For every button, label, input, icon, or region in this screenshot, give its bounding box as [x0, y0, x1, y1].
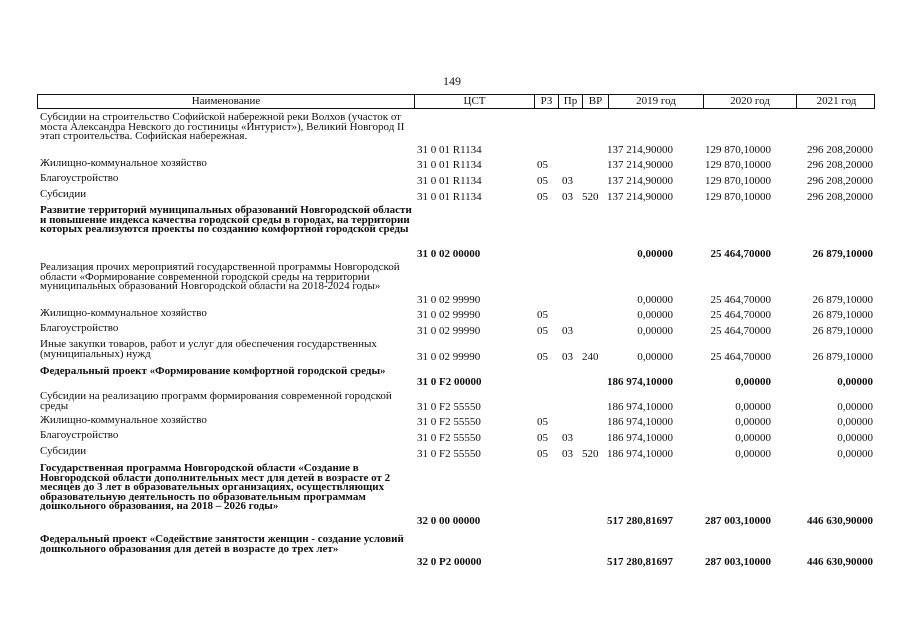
- row-cst: 31 0 F2 55550: [417, 432, 481, 444]
- table-row: [37, 535, 875, 569]
- header-2021: 2021 год: [796, 95, 876, 108]
- header-name: Наименование: [191, 95, 261, 107]
- row-2021: 26 879,10000: [812, 325, 873, 337]
- table-row: [37, 414, 875, 429]
- row-cst: 31 0 02 99990: [417, 325, 481, 337]
- header-pr: Пр: [558, 95, 582, 108]
- table-row: [37, 367, 875, 389]
- row-cst: 31 0 02 99990: [417, 294, 481, 306]
- table-row: [37, 307, 875, 322]
- row-2019: 0,00000: [637, 309, 673, 321]
- row-2021: 446 630,90000: [807, 556, 873, 568]
- row-2020: 0,00000: [735, 401, 771, 413]
- row-cst: 31 0 F2 00000: [417, 376, 482, 388]
- row-2021: 296 208,20000: [807, 159, 873, 171]
- table-row: [37, 206, 875, 261]
- row-rz: 05: [537, 448, 548, 460]
- row-2021: 446 630,90000: [807, 515, 873, 527]
- row-2019: 0,00000: [637, 351, 673, 363]
- row-2019: 186 974,10000: [607, 401, 673, 413]
- row-pr: 03: [562, 175, 573, 187]
- row-2019: 0,00000: [637, 294, 673, 306]
- row-name: Благоустройство: [40, 172, 119, 184]
- row-2019: 0,00000: [637, 248, 673, 260]
- row-pr: 03: [562, 351, 573, 363]
- row-cst: 31 0 F2 55550: [417, 401, 481, 413]
- row-cst: 32 0 P2 00000: [417, 556, 482, 568]
- header-vr: ВР: [582, 95, 608, 108]
- row-2019: 137 214,90000: [607, 159, 673, 171]
- row-name: Благоустройство: [40, 429, 119, 441]
- row-rz: 05: [537, 351, 548, 363]
- row-2021: 26 879,10000: [812, 294, 873, 306]
- row-2020: 25 464,70000: [710, 248, 771, 260]
- row-pr: 03: [562, 448, 573, 460]
- row-2020: 287 003,10000: [705, 515, 771, 527]
- row-name: Реализация прочих мероприятий государственной программы Новгородской области «Формирование современной городской среды на территории муниципальных образований Новгородской области на 2018-2024 годы»: [40, 261, 400, 292]
- row-2021: 0,00000: [837, 448, 873, 460]
- row-cst: 31 0 F2 55550: [417, 448, 481, 460]
- row-name: Субсидии: [40, 188, 87, 200]
- row-name: Иные закупки товаров, работ и услуг для обеспечения государственных (муниципальных) нужд: [40, 338, 377, 360]
- table-row: [37, 322, 875, 338]
- row-2019: 186 974,10000: [607, 432, 673, 444]
- row-2020: 0,00000: [735, 416, 771, 428]
- row-2021: 26 879,10000: [812, 351, 873, 363]
- row-cst: 31 0 02 00000: [417, 248, 481, 260]
- table-row: [37, 172, 875, 188]
- row-cst: 31 0 01 R1134: [417, 159, 482, 171]
- row-2020: 129 870,10000: [705, 159, 771, 171]
- row-cst: 31 0 02 99990: [417, 351, 481, 363]
- row-name: Государственная программа Новгородской области «Создание в Новгородской области дополнительных мест для детей в возрасте от 2 месяцев до 3 лет в образовательных организациях, осуществляющих образовательную деятельность по образовательным программам дошкольного образования, на 2018 – 2026 годы»: [40, 462, 391, 512]
- row-2021: 0,00000: [837, 401, 873, 413]
- row-2019: 137 214,90000: [607, 175, 673, 187]
- row-2021: 0,00000: [837, 416, 873, 428]
- table-row: [37, 340, 875, 364]
- row-pr: 03: [562, 432, 573, 444]
- row-2020: 25 464,70000: [710, 351, 771, 363]
- row-2019: 137 214,90000: [607, 144, 673, 156]
- row-rz: 05: [537, 159, 548, 171]
- row-pr: 03: [562, 191, 573, 203]
- row-2021: 296 208,20000: [807, 144, 873, 156]
- row-rz: 05: [537, 432, 548, 444]
- row-2020: 25 464,70000: [710, 325, 771, 337]
- row-2021: 0,00000: [837, 376, 873, 388]
- header-rz: РЗ: [534, 95, 558, 108]
- row-2021: 26 879,10000: [812, 309, 873, 321]
- row-name: Развитие территорий муниципальных образований Новгородской области и повышение индекса качества городской среды в городах, на территории которых реализуются проекты по созданию комфортной городской среды: [40, 204, 412, 235]
- row-name: Жилищно-коммунальное хозяйство: [40, 157, 207, 169]
- row-2019: 186 974,10000: [607, 376, 673, 388]
- row-rz: 05: [537, 191, 548, 203]
- header-cst: ЦСТ: [414, 95, 534, 108]
- table-row: [37, 113, 875, 157]
- row-cst: 31 0 01 R1134: [417, 144, 482, 156]
- row-2019: 186 974,10000: [607, 448, 673, 460]
- row-cst: 31 0 01 R1134: [417, 191, 482, 203]
- table-row: [37, 429, 875, 445]
- row-2020: 0,00000: [735, 376, 771, 388]
- row-name: Жилищно-коммунальное хозяйство: [40, 307, 207, 319]
- budget-table: [37, 94, 875, 568]
- table-row: [37, 464, 875, 528]
- row-pr: 03: [562, 325, 573, 337]
- table-row: [37, 392, 875, 414]
- row-2021: 0,00000: [837, 432, 873, 444]
- row-2019: 137 214,90000: [607, 191, 673, 203]
- page-number: 149: [443, 74, 461, 88]
- row-rz: 05: [537, 309, 548, 321]
- table-row: [37, 263, 875, 307]
- row-2020: 0,00000: [735, 448, 771, 460]
- row-2021: 296 208,20000: [807, 175, 873, 187]
- header-2019: 2019 год: [608, 95, 703, 108]
- row-2020: 129 870,10000: [705, 144, 771, 156]
- row-vr: 520: [582, 191, 599, 203]
- table-row: [37, 157, 875, 172]
- row-2021: 296 208,20000: [807, 191, 873, 203]
- row-name: Субсидии: [40, 445, 87, 457]
- row-rz: 05: [537, 416, 548, 428]
- row-name: Жилищно-коммунальное хозяйство: [40, 414, 207, 426]
- header-2020: 2020 год: [703, 95, 796, 108]
- row-vr: 520: [582, 448, 599, 460]
- row-2020: 0,00000: [735, 432, 771, 444]
- row-2020: 129 870,10000: [705, 191, 771, 203]
- row-rz: 05: [537, 325, 548, 337]
- row-name: Субсидии на реализацию программ формирования современной городской среды: [40, 390, 392, 412]
- row-2020: 25 464,70000: [710, 309, 771, 321]
- row-cst: 31 0 F2 55550: [417, 416, 481, 428]
- row-2019: 517 280,81697: [607, 556, 673, 568]
- row-name: Благоустройство: [40, 322, 119, 334]
- row-cst: 31 0 02 99990: [417, 309, 481, 321]
- row-2019: 517 280,81697: [607, 515, 673, 527]
- table-header: [37, 94, 875, 109]
- row-2021: 26 879,10000: [812, 248, 873, 260]
- row-rz: 05: [537, 175, 548, 187]
- row-2019: 186 974,10000: [607, 416, 673, 428]
- row-name: Федеральный проект «Формирование комфортной городской среды»: [40, 365, 386, 377]
- row-cst: 31 0 01 R1134: [417, 175, 482, 187]
- table-row: [37, 188, 875, 204]
- table-row: [37, 445, 875, 461]
- row-2020: 25 464,70000: [710, 294, 771, 306]
- row-name: Федеральный проект «Содействие занятости женщин - создание условий дошкольного образования для детей в возрасте до трех лет»: [40, 533, 404, 555]
- row-2019: 0,00000: [637, 325, 673, 337]
- row-2020: 129 870,10000: [705, 175, 771, 187]
- row-2020: 287 003,10000: [705, 556, 771, 568]
- row-vr: 240: [582, 351, 599, 363]
- row-cst: 32 0 00 00000: [417, 515, 481, 527]
- row-name: Субсидии на строительство Софийской набережной реки Волхов (участок от моста Александра Невского до гостиницы «Интурист»), Великий Новгород II этап строительства. Софийская набережная.: [40, 111, 405, 142]
